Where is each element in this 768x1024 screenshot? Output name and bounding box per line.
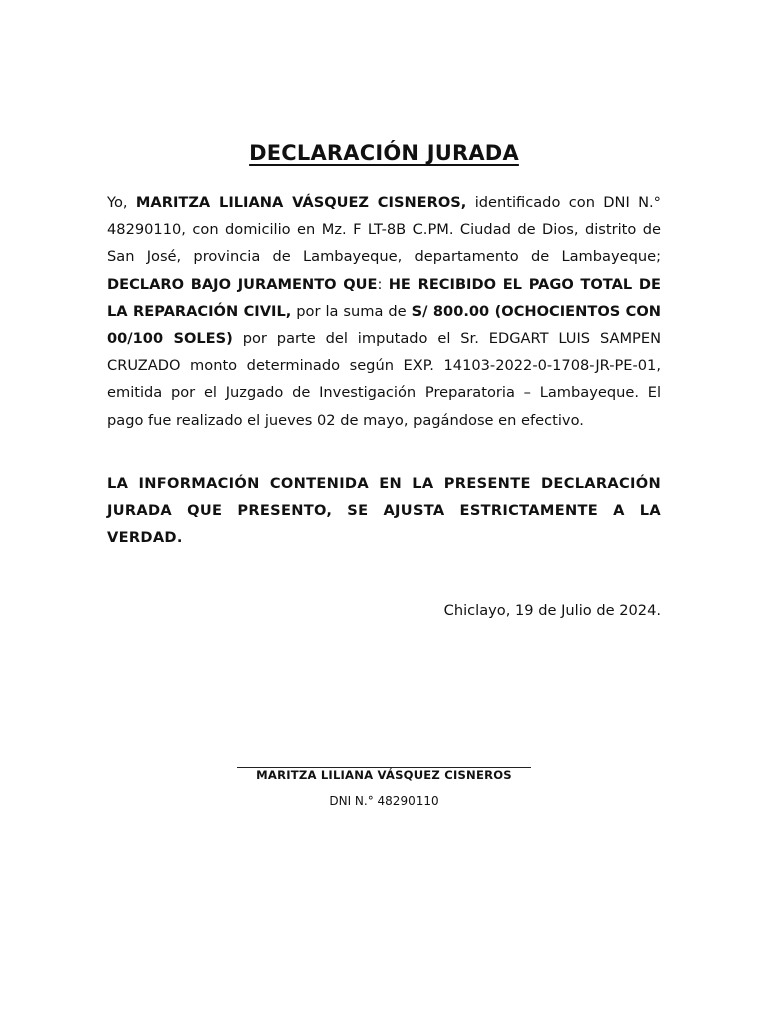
body-text-intro: Yo, [107,194,136,211]
body-text-details: por parte del imputado el Sr. EDGART LUIS SAMPEN CRUZADO monto determinado según EXP. 14103-2022-0-1708-JR-PE-01, emitida por el Juzgado de Investigación Preparatoria – Lambayeque. El pago fue realizado el jueves 02 de mayo, pagándose en efectivo. [107,330,661,429]
signer-dni: DNI N.° 48290110 [329,794,439,808]
body-text-amount-intro: por la suma de [291,302,412,320]
place-date: Chiclayo, 19 de Julio de 2024. [443,602,661,619]
signer-name: MARITZA LILIANA VÁSQUEZ CISNEROS [256,768,512,782]
document-title: DECLARACIÓN JURADA [249,141,519,165]
declarant-name: MARITZA LILIANA VÁSQUEZ CISNEROS, [135,194,467,211]
payment-statement: HE RECIBIDO EL PAGO TOTAL DE LA REPARACIÓN CIVIL, [107,275,661,320]
declaration-paragraph [107,189,661,434]
body-text-colon: : [377,275,389,293]
closing-statement: LA INFORMACIÓN CONTENIDA EN LA PRESENTE DECLARACIÓN JURADA QUE PRESENTO, SE AJUSTA ESTRICTAMENTE A LA VERDAD. [107,475,661,547]
payment-amount: S/ 800.00 (OCHOCIENTOS CON 00/100 SOLES) [107,302,661,348]
body-text-identity: identificado con DNI N.° 48290110, con domicilio en Mz. F LT-8B C.PM. Ciudad de Dios, distrito de San José, provincia de Lambayeque, departamento de Lambayeque; [107,194,661,266]
oath-phrase: DECLARO BAJO JURAMENTO QUE [107,275,378,293]
